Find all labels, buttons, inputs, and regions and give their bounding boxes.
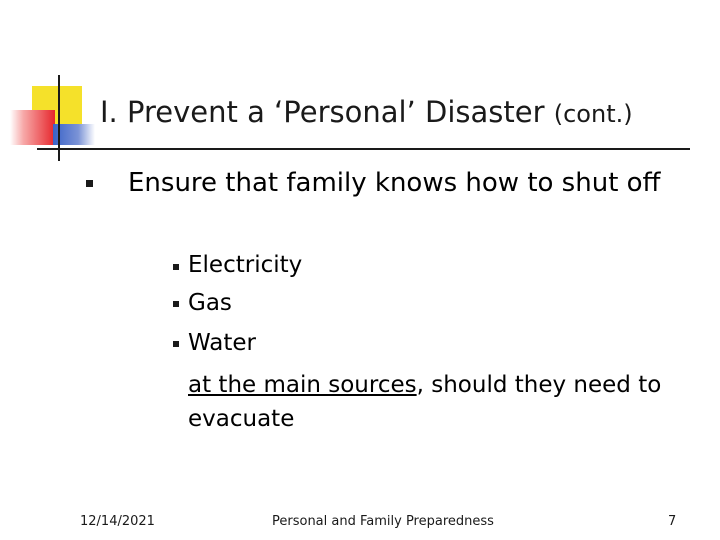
square-bullet-icon	[173, 301, 179, 307]
slide-title-suffix: (cont.)	[553, 100, 633, 128]
sub-item-gas: Gas	[188, 290, 232, 316]
sub-item-water: Water	[188, 330, 256, 356]
decor-red-gradient-bar	[10, 110, 55, 145]
sub-item-electricity: Electricity	[188, 252, 303, 278]
footer-page-number: 7	[668, 514, 677, 529]
footer-date: 12/14/2021	[80, 514, 155, 529]
slide-title	[100, 96, 633, 129]
slide-title-text: I. Prevent a ‘Personal’ Disaster	[100, 95, 545, 129]
square-bullet-icon	[173, 341, 179, 347]
evacuation-note	[188, 368, 708, 436]
square-bullet-icon	[173, 264, 179, 270]
footer-title: Personal and Family Preparedness	[272, 514, 494, 529]
square-bullet-icon	[86, 180, 93, 187]
title-underline-rule	[37, 148, 690, 150]
note-underlined-text: at the main sources	[188, 372, 417, 398]
main-bullet-text: Ensure that family knows how to shut off	[128, 168, 661, 198]
note-rest-text: , should they need to evacuate	[188, 372, 662, 432]
